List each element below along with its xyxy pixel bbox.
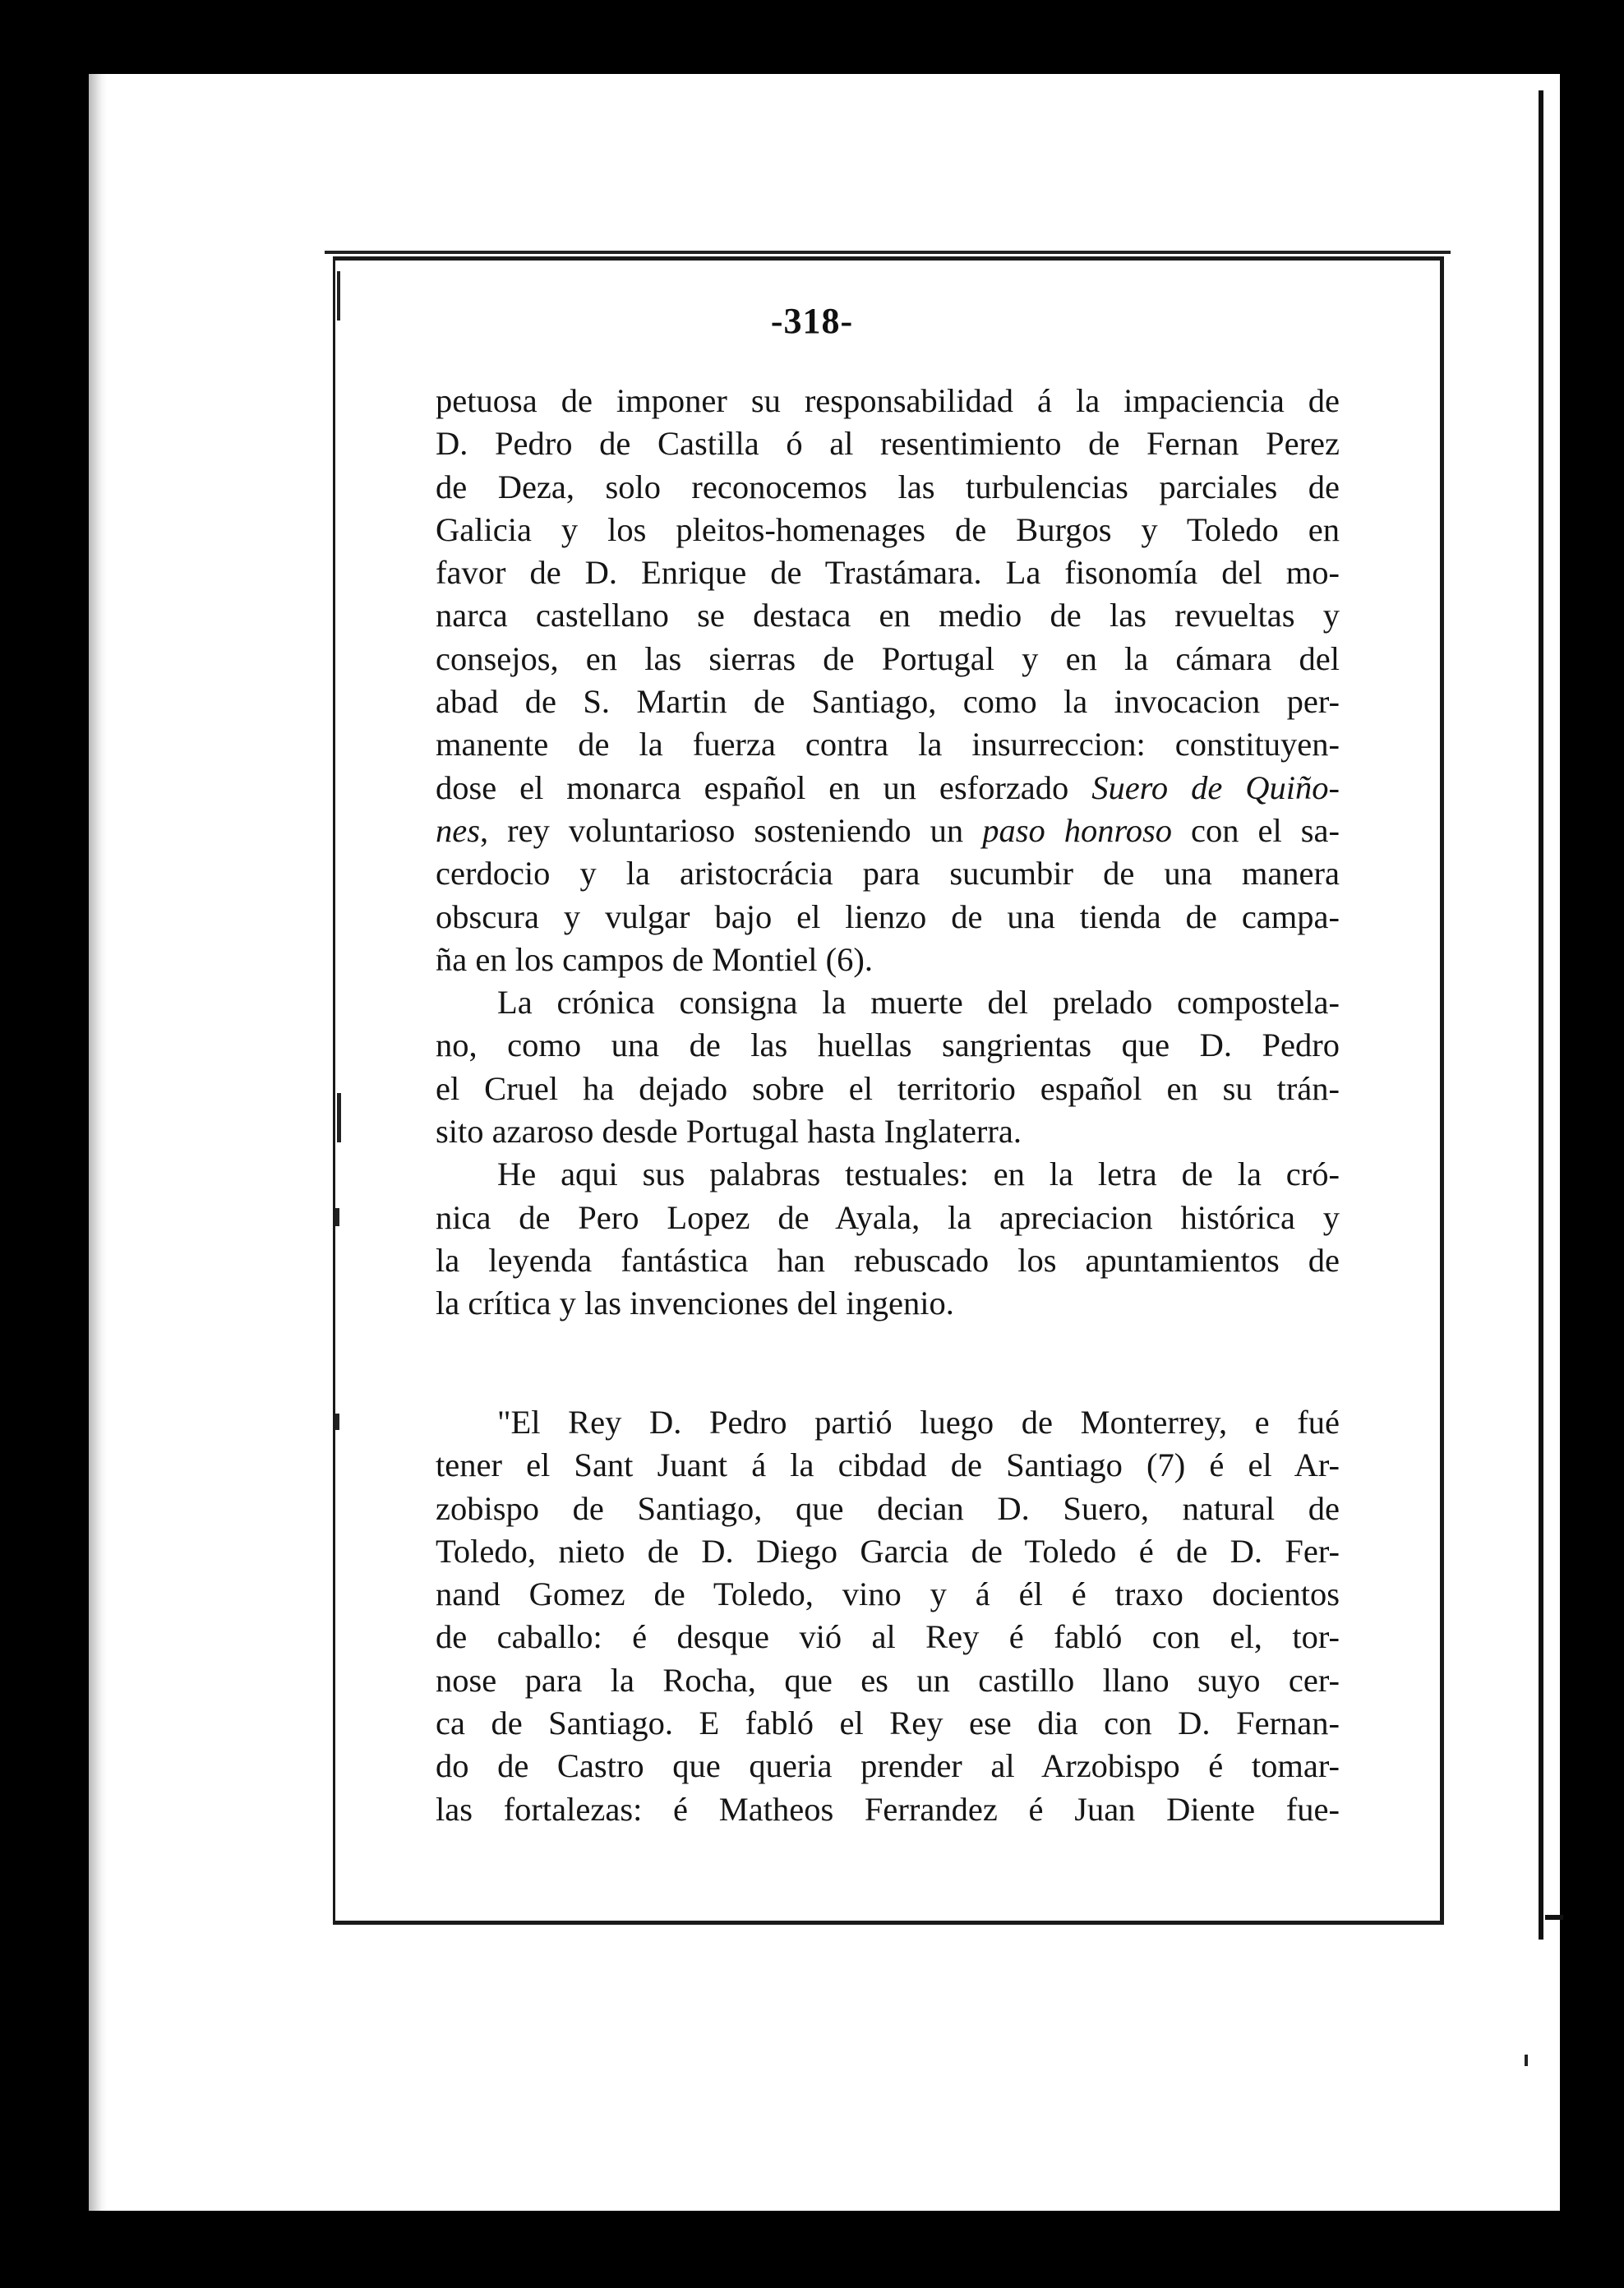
- italic-name: Suero de Quiño-: [1091, 768, 1340, 806]
- text-run: con el sa-: [1172, 811, 1340, 849]
- text-line: obscura y vulgar bajo el lienzo de una tienda de campa-: [436, 897, 1340, 935]
- text-line: ña en los campos de Montiel (6).: [436, 940, 873, 978]
- text-line: manente de la fuerza contra la insurreccion: constituyen-: [436, 726, 1340, 763]
- text-line: sito azaroso desde Portugal hasta Inglaterra.: [436, 1113, 1022, 1151]
- text-line: las fortalezas: é Matheos Ferrandez é Juan Diente fue-: [436, 1790, 1340, 1828]
- text-line: "El Rey D. Pedro partió luego de Monterrey, e fué: [497, 1404, 1340, 1441]
- text-line: el Cruel ha dejado sobre el territorio español en su trán-: [436, 1069, 1340, 1107]
- text-run: dose el monarca español en un esforzado: [436, 768, 1092, 806]
- scan-speck: [337, 271, 340, 321]
- text-run: , rey voluntarioso sosteniendo un: [480, 811, 983, 849]
- text-line: nica de Pero Lopez de Ayala, la apreciacion histórica y: [436, 1198, 1340, 1236]
- scan-speck: [1525, 2055, 1528, 2066]
- text-line: la leyenda fantástica han rebuscado los apuntamientos de: [436, 1241, 1340, 1279]
- text-line: petuosa de imponer su responsabilidad á la impaciencia de: [436, 382, 1340, 419]
- text-line: de Deza, solo reconocemos las turbulencias parciales de: [436, 468, 1340, 505]
- next-page-edge: [1539, 90, 1543, 1940]
- next-page-corner: [1545, 1915, 1563, 1920]
- text-line: nand Gomez de Toledo, vino y á él é traxo docientos: [436, 1575, 1340, 1613]
- text-line: Toledo, nieto de D. Diego Garcia de Toledo é de D. Fer-: [436, 1532, 1340, 1570]
- text-line: do de Castro que queria prender al Arzobispo é tomar-: [436, 1747, 1340, 1785]
- text-line: cerdocio y la aristocrácia para sucumbir de una manera: [436, 855, 1340, 893]
- quotation-block: [436, 1401, 1340, 1831]
- text-line: no, como una de las huellas sangrientas que D. Pedro: [436, 1026, 1340, 1064]
- text-line: ca de Santiago. E fabló el Rey ese dia con D. Fernan-: [436, 1704, 1340, 1742]
- text-line: [436, 767, 1340, 810]
- text-line: favor de D. Enrique de Trastámara. La fisonomía del mo-: [436, 554, 1340, 592]
- text-line: la crítica y las invenciones del ingenio.: [436, 1285, 954, 1322]
- text-line: tener el Sant Juant á la cibdad de Santiago (7) é el Ar-: [436, 1446, 1340, 1484]
- text-line: zobispo de Santiago, que decian D. Suero, natural de: [436, 1489, 1340, 1527]
- scan-speck: [335, 1414, 339, 1430]
- text-line: Galicia y los pleitos-homenages de Burgos y Toledo en: [436, 510, 1340, 548]
- body-text-top: [436, 380, 1340, 1326]
- text-line: La crónica consigna la muerte del prelado compostela-: [497, 984, 1340, 1022]
- italic-name: nes: [436, 811, 480, 849]
- scan-speck: [335, 1208, 339, 1226]
- text-line: de caballo: é desque vió al Rey é fabló con el, tor-: [436, 1618, 1340, 1656]
- text-line: narca castellano se destaca en medio de las revueltas y: [436, 597, 1340, 634]
- text-line: He aqui sus palabras testuales: en la letra de la cró-: [497, 1156, 1340, 1193]
- italic-phrase: paso honroso: [982, 811, 1172, 849]
- text-line: [436, 810, 1340, 852]
- text-line: abad de S. Martin de Santiago, como la invocacion per-: [436, 683, 1340, 721]
- text-line: consejos, en las sierras de Portugal y en la cámara del: [436, 639, 1340, 677]
- page-gutter: [89, 74, 107, 2211]
- page-number: -318-: [770, 301, 854, 341]
- frame-top-rule: [325, 251, 1451, 254]
- scan-speck: [337, 1093, 341, 1142]
- text-line: nose para la Rocha, que es un castillo llano suyo cer-: [436, 1661, 1340, 1699]
- text-line: D. Pedro de Castilla ó al resentimiento de Fernan Perez: [436, 425, 1340, 463]
